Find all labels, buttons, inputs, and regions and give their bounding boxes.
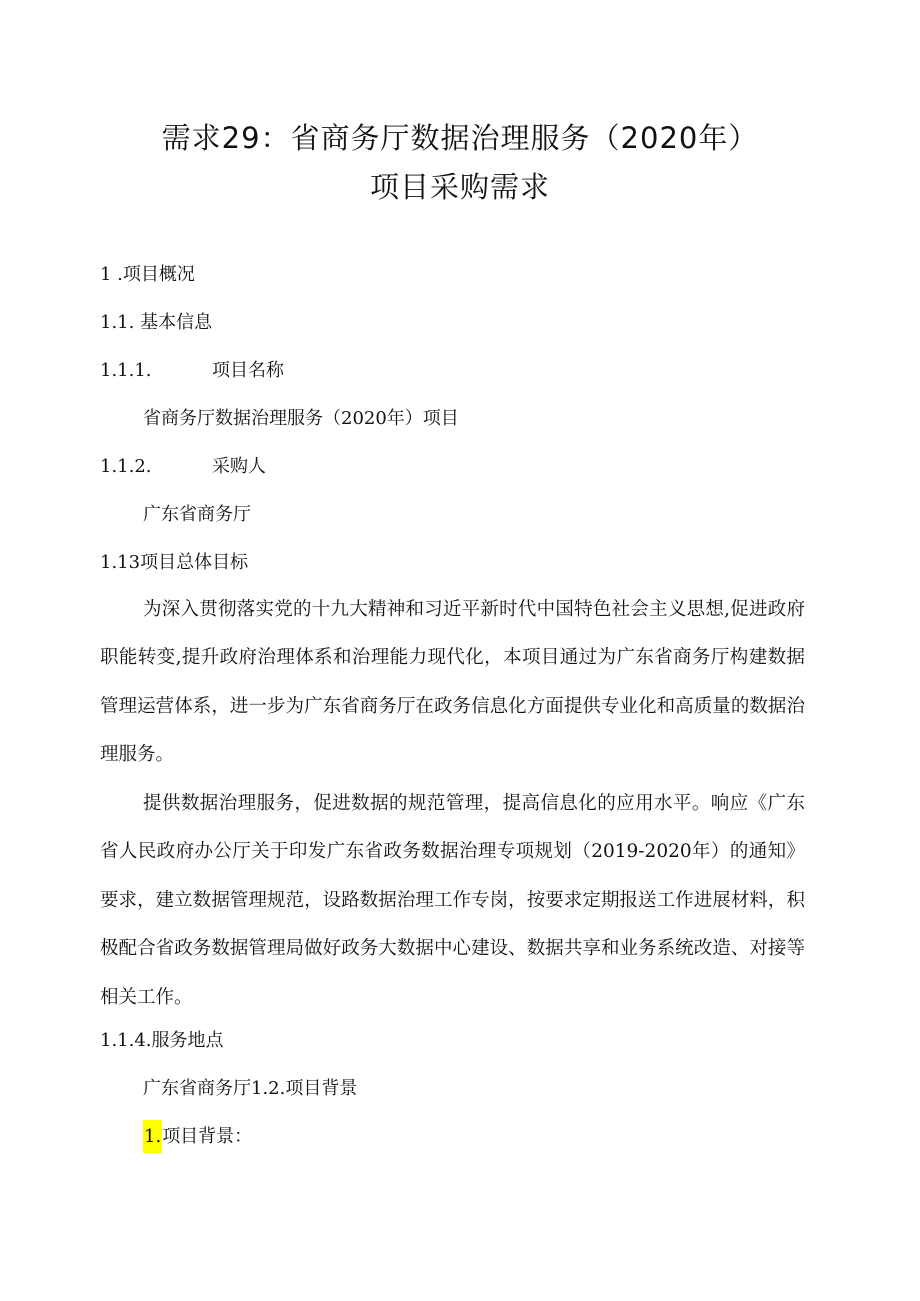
heading-number: 1.1.2. [100, 456, 152, 477]
heading-basic-info: 1.1. 基本信息 [100, 312, 213, 333]
heading-overall-goal: 1.13项目总体目标 [100, 552, 249, 573]
heading-service-location: 1.1.4.服务地点 [100, 1030, 224, 1051]
heading-purchaser [100, 455, 266, 479]
purchaser-value: 广东省商务厅 [143, 504, 251, 525]
heading-number: 1.1.1. [100, 360, 152, 381]
heading-label: 采购人 [212, 456, 266, 477]
heading-background [143, 1125, 252, 1149]
document-title-line1: 需求29：省商务厅数据治理服务（2020年） [161, 121, 759, 155]
heading-label: 项目背景： [162, 1126, 253, 1147]
document-title-line2: 项目采购需求 [369, 170, 550, 204]
heading-project-name [100, 359, 284, 383]
project-name-value: 省商务厅数据治理服务（2020年）项目 [143, 408, 459, 429]
heading-project-overview: 1 .项目概况 [100, 264, 195, 285]
heading-label: 项目名称 [212, 360, 284, 381]
goal-paragraph-2: 提供数据治理服务，促进数据的规范管理，提高信息化的应用水平。响应《广东省人民政府办公厅关于印发广东省政务数据治理专项规划（2019-2020年）的通知》要求，建立数据管理规范，设路数据治理工作专岗，按要求定期报送工作进展材料，积极配合省政务数据管理局做好政务大数据中心建设、数据共享和业务系统改造、对接等相关工作。 [100, 793, 805, 1008]
goal-paragraph-1: 为深入贯彻落实党的十九大精神和习近平新时代中国特色社会主义思想,促进政府职能转变,提升政府治理体系和治理能力现代化，本项目通过为广东省商务厅构建数据管理运营体系，进一步为广东省商务厅在政务信息化方面提供专业化和高质量的数据治理服务。 [100, 599, 805, 766]
service-location-value: 广东省商务厅1.2.项目背景 [143, 1078, 358, 1099]
highlighted-number: 1. [143, 1120, 162, 1153]
